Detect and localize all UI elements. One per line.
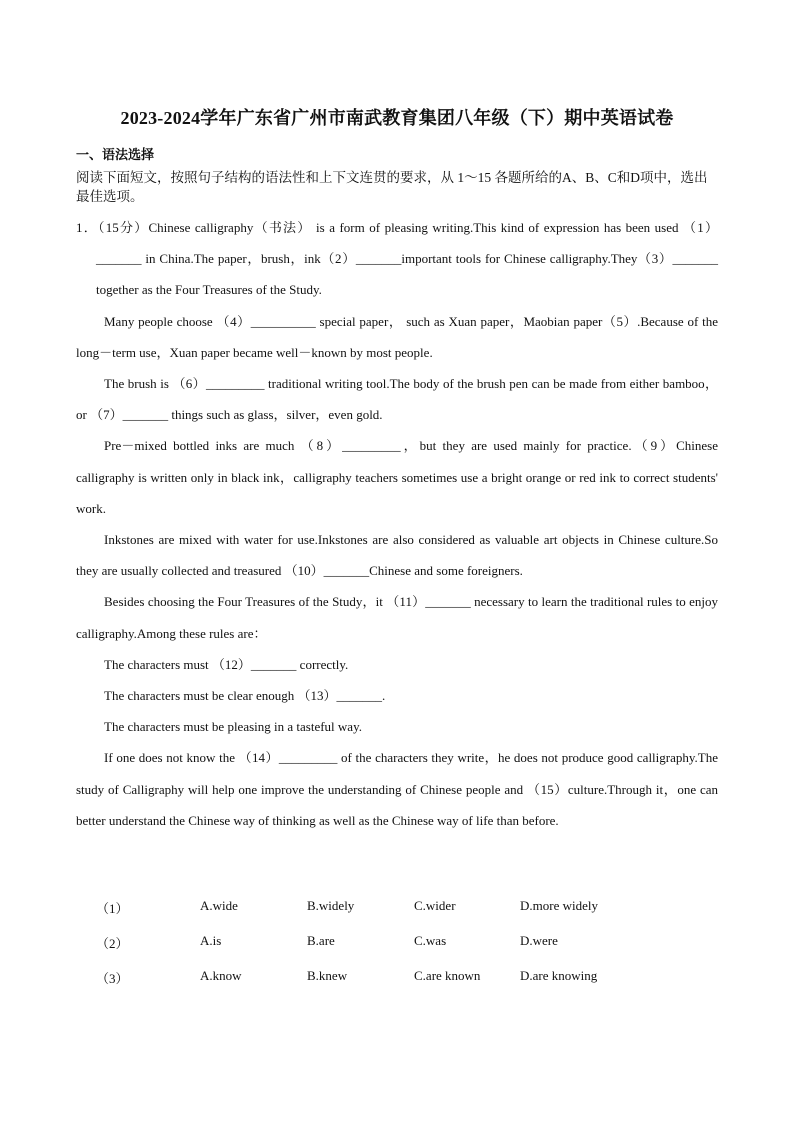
section-heading: 一、语法选择	[76, 147, 155, 162]
option-a: A.is	[200, 933, 222, 948]
passage	[76, 212, 718, 836]
passage-paragraph: Many people choose （4）__________ special paper， such as Xuan paper，Maobian paper（5）.Because of the long－term use，Xuan paper became well－known by most people.	[76, 313, 718, 360]
option-c: C.was	[414, 933, 447, 948]
question-number: （2）	[96, 936, 129, 951]
page-title: 2023-2024学年广东省广州市南武教育集团八年级（下）期中英语试卷	[120, 108, 674, 128]
passage-paragraph: The brush is （6）_________ traditional writing tool.The body of the brush pen can be made from either bamboo，or （7）_______ things such as glass，silver，even gold.	[76, 376, 718, 423]
option-c: C.wider	[414, 898, 456, 913]
option-b: B.knew	[307, 968, 348, 983]
option-d: D.more widely	[520, 898, 598, 913]
question-number: （1）	[96, 901, 129, 916]
passage-rule: The characters must be pleasing in a tasteful way.	[104, 719, 362, 735]
passage-paragraph: Besides choosing the Four Treasures of the Study，it （11）_______ necessary to learn the traditional rules to enjoy calligraphy.Among these rules are：	[76, 594, 718, 641]
option-a: A.know	[200, 968, 242, 983]
passage-rule: The characters must （12）_______ correctly.	[104, 656, 349, 672]
option-b: B.widely	[307, 898, 355, 913]
passage-paragraph: Inkstones are mixed with water for use.Inkstones are also considered as valuable art objects in Chinese culture.So they are usually collected and treasured （10）_______Chinese and some foreigners.	[76, 532, 718, 579]
instructions: 阅读下面短文，按照句子结构的语法性和上下文连贯的要求，从 1～15 各题所给的A、B、C和D项中，选出最佳选项。	[76, 170, 708, 204]
option-row	[96, 968, 696, 1003]
option-c: C.are known	[414, 968, 481, 983]
option-a: A.wide	[200, 898, 238, 913]
answer-options	[96, 898, 696, 1003]
passage-paragraph: 1．（15分）Chinese calligraphy（书法） is a form of pleasing writing.This kind of expression has been used （1）_______ in China.The paper，brush，ink（2）_______important tools for Chinese calligraphy.They（3）_______ together as the Four Treasures of the Study.	[76, 220, 718, 298]
passage-rule: The characters must be clear enough （13）_______.	[104, 688, 386, 704]
option-row	[96, 898, 696, 933]
passage-paragraph: If one does not know the （14）_________ of the characters they write，he does not produce good calligraphy.The study of Calligraphy will help one improve the understanding of Chinese people and （15）culture.Through it，one can better understand the Chinese way of thinking as well as the Chinese way of life than before.	[76, 750, 718, 828]
option-d: D.are knowing	[520, 968, 598, 983]
question-number: （3）	[96, 971, 129, 986]
passage-paragraph: Pre－mixed bottled inks are much （8）_________，but they are used mainly for practice.（9）Chinese calligraphy is written only in black ink，calligraphy teachers sometimes use a bright orange or red ink to correct students' work.	[76, 438, 718, 516]
option-b: B.are	[307, 933, 335, 948]
option-row	[96, 933, 696, 968]
option-d: D.were	[520, 933, 558, 948]
